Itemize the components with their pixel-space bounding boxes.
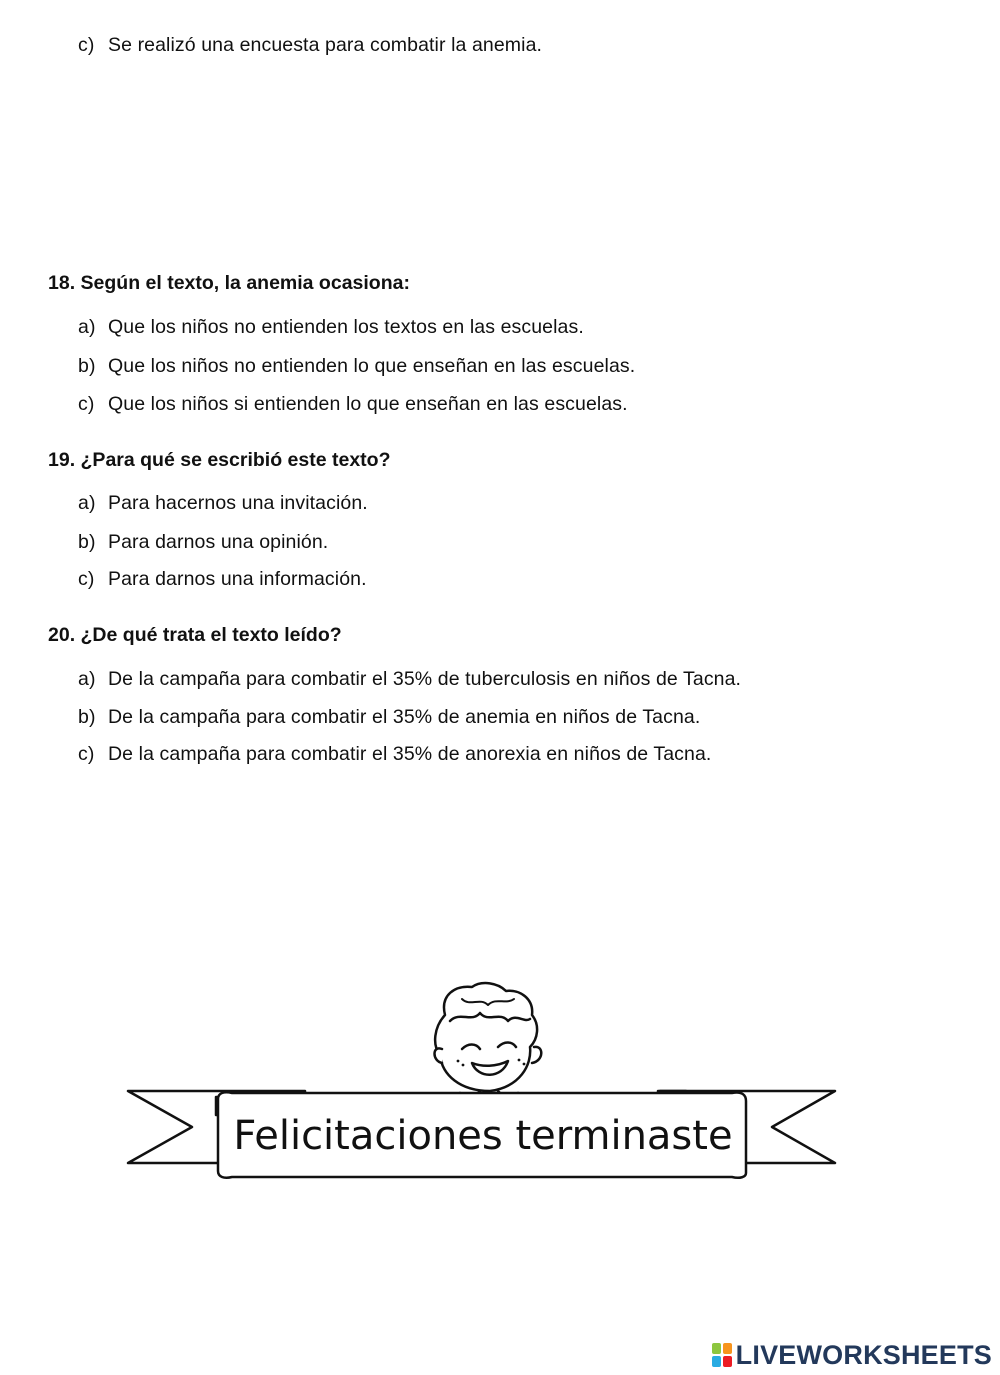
option-20b[interactable] [78, 706, 700, 729]
option-18c[interactable] [78, 393, 628, 416]
option-letter: c) [78, 34, 95, 56]
option-text: Para hacernos una invitación. [108, 492, 368, 514]
option-19b[interactable] [78, 531, 328, 554]
option-letter: c) [78, 743, 95, 765]
option-text: Para darnos una información. [108, 568, 367, 590]
option-text: Se realizó una encuesta para combatir la anemia. [108, 34, 543, 56]
logo-block-blue [712, 1356, 721, 1367]
option-text: De la campaña para combatir el 35% de anorexia en niños de Tacna. [108, 743, 712, 765]
option-20a[interactable] [78, 668, 741, 691]
option-18a[interactable] [78, 316, 584, 339]
option-letter: a) [78, 492, 96, 514]
option-18b[interactable] [78, 355, 635, 378]
option-text: Que los niños no entienden lo que enseñan en las escuelas. [108, 355, 636, 377]
brand-name: LIVEWORKSHEETS [735, 1339, 992, 1370]
logo-block-orange [723, 1343, 732, 1354]
option-letter: c) [78, 393, 95, 415]
congrats-banner [120, 975, 850, 1190]
option-text: Que los niños no entienden los textos en las escuelas. [108, 316, 584, 338]
option-17c [78, 34, 542, 57]
option-letter: a) [78, 668, 96, 690]
option-letter: b) [78, 706, 96, 728]
liveworksheets-logo-icon [712, 1343, 732, 1367]
option-text: De la campaña para combatir el 35% de anemia en niños de Tacna. [108, 706, 701, 728]
option-letter: c) [78, 568, 95, 590]
question-20-title: 20. ¿De qué trata el texto leído? [48, 624, 342, 646]
question-18-title: 18. Según el texto, la anemia ocasiona: [48, 272, 410, 294]
option-letter: b) [78, 355, 96, 377]
question-19-title: 19. ¿Para qué se escribió este texto? [48, 449, 391, 471]
option-20c[interactable] [78, 743, 711, 766]
banner-text: Felicitaciones terminaste [233, 1113, 733, 1159]
brand-logo[interactable] [712, 1338, 992, 1372]
option-letter: b) [78, 531, 96, 553]
logo-block-green [712, 1343, 721, 1354]
option-text: De la campaña para combatir el 35% de tuberculosis en niños de Tacna. [108, 668, 742, 690]
option-19c[interactable] [78, 568, 367, 591]
option-text: Que los niños si entienden lo que enseñan en las escuelas. [108, 393, 628, 415]
option-letter: a) [78, 316, 96, 338]
logo-block-red [723, 1356, 732, 1367]
option-text: Para darnos una opinión. [108, 531, 329, 553]
option-19a[interactable] [78, 492, 368, 515]
